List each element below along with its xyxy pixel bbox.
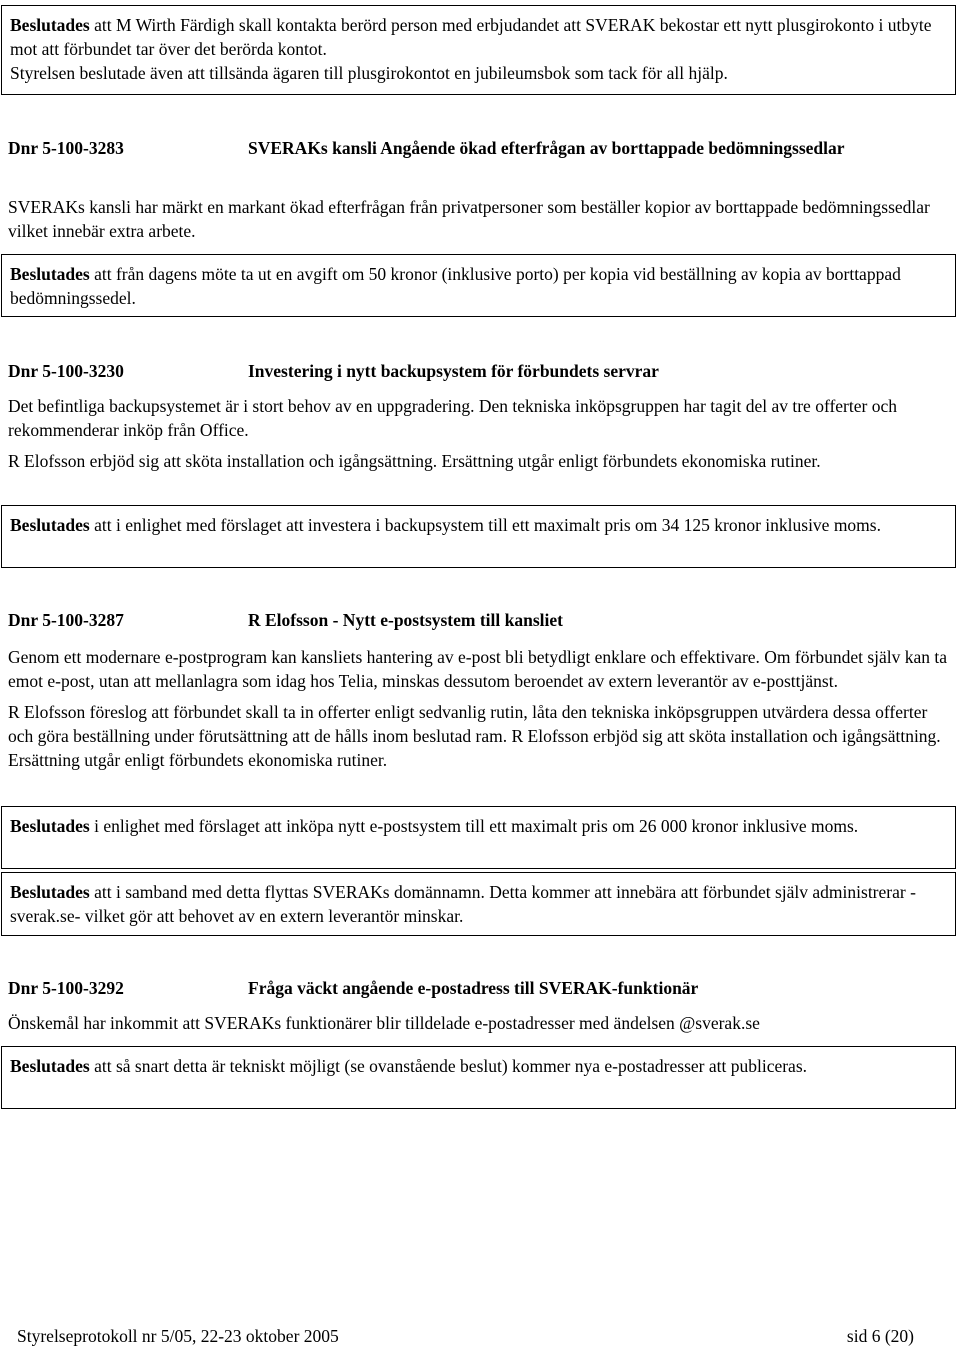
decision-paragraph bbox=[10, 814, 947, 838]
decision-box bbox=[1, 806, 956, 869]
body-paragraph: R Elofsson erbjöd sig att sköta installation och igångsättning. Ersättning utgår enligt förbundets ekonomiska rutiner. bbox=[8, 451, 821, 471]
decision-box bbox=[1, 872, 956, 936]
section-title: Investering i nytt backupsystem för förbundets servrar bbox=[248, 361, 659, 381]
decision-text: att från dagens möte ta ut en avgift om 50 kronor (inklusive porto) per kopia vid beställning av kopia av borttappad bedömningssedel. bbox=[10, 264, 901, 308]
body-paragraph: Genom ett modernare e-postprogram kan kansliets hantering av e-post bli betydligt enklare och effektivare. Om förbundet själv kan ta emot e-post, utan att mellanlagra som idag hos Telia, minskas dessutom beroendet av extern leverantör av e-posttjänst. bbox=[8, 647, 948, 691]
decision-box-top bbox=[1, 5, 956, 95]
decision-text: att i samband med detta flyttas SVERAKs domännamn. Detta kommer att innebära att förbundet själv administrerar -sverak.se- vilket gör att behovet av en extern leverantör minskar. bbox=[10, 882, 916, 926]
protocol-reference: Styrelseprotokoll nr 5/05, 22-23 oktober 2005 bbox=[17, 1326, 339, 1346]
section-title: Fråga väckt angående e-postadress till SVERAK-funktionär bbox=[248, 978, 699, 998]
decision-keyword: Beslutades bbox=[10, 882, 90, 902]
dnr-number: Dnr 5-100-3230 bbox=[8, 361, 124, 381]
decision-keyword: Beslutades bbox=[10, 515, 90, 535]
decision-keyword: Beslutades bbox=[10, 264, 90, 284]
section-3292 bbox=[8, 976, 948, 1035]
section-title: SVERAKs kansli Angående ökad efterfrågan av borttappade bedömningssedlar bbox=[248, 138, 845, 158]
page-number: sid 6 (20) bbox=[846, 1326, 914, 1346]
decision-box bbox=[1, 1046, 956, 1109]
decision-text: att så snart detta är tekniskt möjligt (se ovanstående beslut) kommer nya e-postadresser att publiceras. bbox=[89, 1056, 808, 1076]
decision-text: i enlighet med förslaget att inköpa nytt e-postsystem till ett maximalt pris om 26 000 kronor inklusive moms. bbox=[89, 816, 859, 836]
section-3283 bbox=[8, 136, 948, 243]
body-paragraph: Önskemål har inkommit att SVERAKs funktionärer blir tilldelade e-postadresser med ändelsen @sverak.se bbox=[8, 1013, 760, 1033]
decision-text: att M Wirth Färdigh skall kontakta berörd person med erbjudandet att SVERAK bekostar ett nytt plusgirokonto i utbyte mot att förbundet tar över det berörda kontot. bbox=[10, 15, 932, 59]
dnr-number: Dnr 5-100-3287 bbox=[8, 610, 124, 630]
decision-box bbox=[1, 254, 956, 317]
dnr-number: Dnr 5-100-3292 bbox=[8, 978, 124, 998]
section-header bbox=[8, 976, 948, 1000]
section-3287 bbox=[8, 608, 948, 772]
decision-keyword: Beslutades bbox=[10, 1056, 90, 1076]
decision-paragraph bbox=[10, 880, 947, 928]
section-header bbox=[8, 359, 948, 383]
note-paragraph: Styrelsen beslutade även att tillsända ägaren till plusgirokontot en jubileumsbok som tack för all hjälp. bbox=[10, 63, 728, 83]
dnr-number: Dnr 5-100-3283 bbox=[8, 138, 124, 158]
decision-keyword: Beslutades bbox=[10, 15, 90, 35]
body-paragraph: R Elofsson föreslog att förbundet skall ta in offerter enligt sedvanlig rutin, låta den tekniska inköpsgruppen utvärdera dessa offerter och göra beställning under förutsättning att de hålls inom beslutad ram. R Elofsson erbjöd sig att sköta installation och igångsättning. Ersättning utgår enligt förbundets ekonomiska rutiner. bbox=[8, 702, 941, 770]
decision-text: att i enlighet med förslaget att investera i backupsystem till ett maximalt pris om 34 125 kronor inklusive moms. bbox=[89, 515, 881, 535]
decision-paragraph bbox=[10, 262, 947, 310]
section-header bbox=[8, 608, 948, 632]
body-paragraph: Det befintliga backupsystemet är i stort behov av en uppgradering. Den tekniska inköpsgruppen har tagit del av tre offerter och rekommenderar inköp från Office. bbox=[8, 396, 897, 440]
section-3230 bbox=[8, 359, 948, 473]
section-header bbox=[8, 136, 948, 184]
decision-paragraph bbox=[10, 1054, 947, 1078]
decision-box bbox=[1, 505, 956, 568]
decision-paragraph bbox=[10, 13, 947, 61]
section-title: R Elofsson - Nytt e-postsystem till kansliet bbox=[248, 610, 563, 630]
decision-paragraph bbox=[10, 513, 947, 537]
decision-keyword: Beslutades bbox=[10, 816, 90, 836]
body-paragraph: SVERAKs kansli har märkt en markant ökad efterfrågan från privatpersoner som beställer kopior av borttappade bedömningssedlar vilket innebär extra arbete. bbox=[8, 197, 930, 241]
